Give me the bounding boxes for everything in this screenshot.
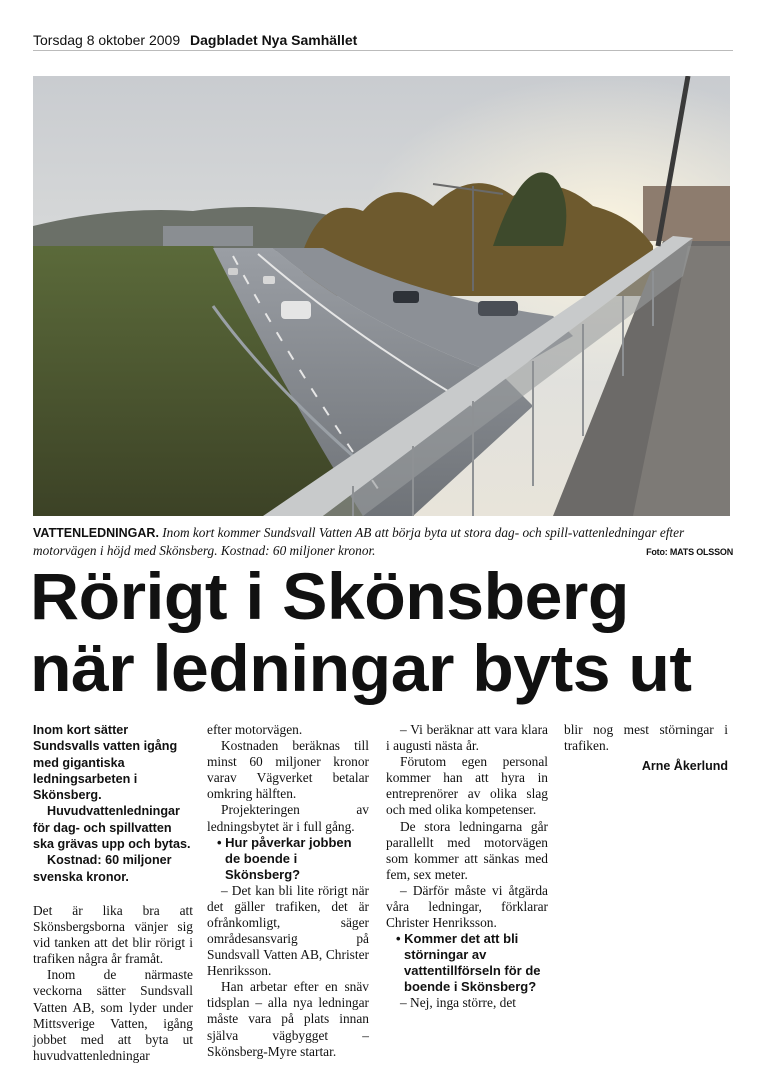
page-header: [33, 32, 357, 48]
body-paragraph: Kostnaden beräknas till minst 60 miljoner kronor varav Vägverket betalar omkring hälften.: [207, 738, 369, 802]
body-paragraph: Inom de närmaste veckorna sätter Sundsvall Vatten AB, som lyder under Mittsverige Vatten, igång jobbet med att byta ut huvudvattenledningar: [33, 967, 193, 1063]
header-divider: [33, 50, 733, 51]
body-paragraph: – Nej, inga större, det: [400, 995, 517, 1011]
article-column-4: [564, 722, 728, 774]
photo-caption: [33, 524, 733, 559]
article-column-2: [207, 722, 369, 1060]
body-paragraph: Det är lika bra att Skönsbergsborna vänjer sig vid tanken att det blir rörigt i trafiken några år framåt.: [33, 902, 193, 967]
body-paragraph: – Det kan bli lite rörigt när det gäller trafiken, det är ofrånkomligt, säger områdesansvarig på Sundsvall Vatten AB, Christer Henriksson.: [207, 882, 369, 979]
photo-illustration: [33, 76, 730, 516]
body-paragraph: efter motorvägen.: [207, 722, 303, 737]
article-headline: [30, 560, 758, 704]
interview-question: • Kommer det att bli störningar av vattentillförseln för de boende i Skönsberg?: [396, 931, 541, 995]
article-lead: [33, 722, 193, 885]
article-column-3: [386, 722, 548, 1011]
body-paragraph: – Därför måste vi åtgärda våra ledningar, förklarar Christer Henriksson.: [386, 882, 548, 931]
lead-paragraph: Huvudvattenledningar för dag- och spillvatten ska grävas upp och bytas.: [33, 804, 191, 852]
body-paragraph: De stora ledningarna går parallellt med motorvägen som kommer att sänkas med fem, sex meter.: [386, 818, 548, 882]
lead-paragraph: Inom kort sätter Sundsvalls vatten igång med gigantiska ledningsarbeten i Skönsberg.: [33, 723, 178, 803]
body-paragraph: Förutom egen personal kommer han att hyra in entreprenörer av olika slag och med olika kompetenser.: [386, 754, 548, 818]
lead-paragraph: Kostnad: 60 miljoner svenska kronor.: [33, 853, 172, 884]
body-paragraph: Han arbetar efter en snäv tidsplan – alla nya ledningar måste vara på plats innan själva vägbygget – Skönsberg-Myre startar.: [207, 979, 369, 1059]
caption-kicker: VATTENLEDNINGAR.: [33, 526, 159, 540]
photo-credit: Foto: MATS OLSSON: [646, 547, 733, 557]
issue-date: Torsdag 8 oktober 2009: [33, 32, 181, 48]
body-paragraph: – Vi beräknar att vara klara i augusti nästa år.: [386, 722, 548, 754]
motorway-photo: [33, 76, 730, 516]
body-paragraph: Projekteringen av ledningsbytet är i full gång.: [207, 802, 369, 834]
caption-text: Inom kort kommer Sundsvall Vatten AB att börja byta ut stora dag- och spill-vattenledningar efter motorvägen i höjd med Skönsberg. Kostnad: 60 miljoner kronor.: [33, 525, 685, 558]
headline-line-2: när ledningar byts ut: [30, 631, 692, 705]
author-byline: Arne Åkerlund: [641, 759, 728, 774]
interview-question: • Hur påverkar jobben de boende i Skönsberg?: [217, 834, 352, 882]
body-paragraph: blir nog mest störningar i trafiken.: [564, 722, 728, 754]
headline-line-1: Rörigt i Skönsberg: [30, 559, 629, 633]
article-column-1: [33, 722, 193, 1064]
newspaper-name: Dagbladet Nya Samhället: [190, 32, 358, 48]
